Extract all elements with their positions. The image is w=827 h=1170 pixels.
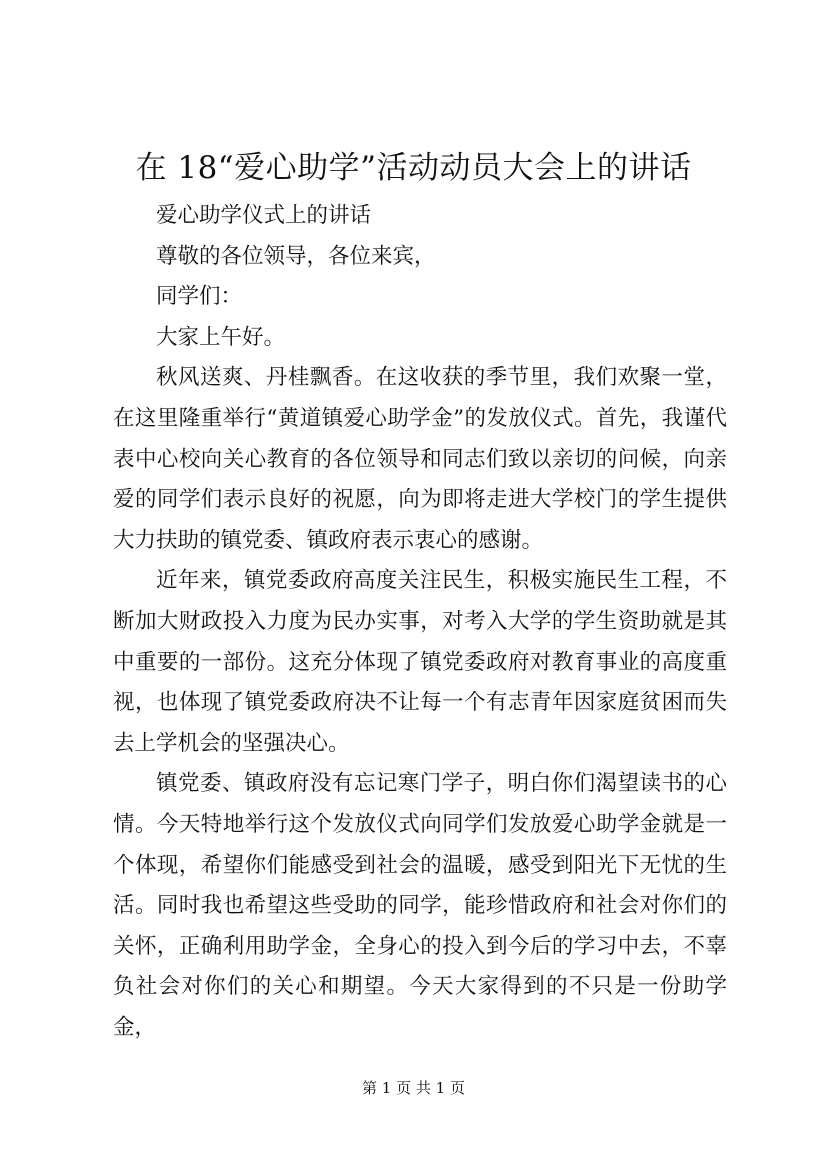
paragraph-salutation-students: 同学们： <box>156 284 243 310</box>
paragraph-subtitle: 爱心助学仪式上的讲话 <box>156 203 372 228</box>
paragraph-body-1: 秋风送爽、丹桂飘香。在这收获的季节里，我们欢聚一堂，在这里隆重举行“黄道镇爱心助学金”的发放仪式。首先，我谨代表中心校向关心教育的各位领导和同志们致以亲切的问候，向亲爱的同学们表示良好的祝愿，向为即将走进大学校门的学生提供大力扶助的镇党委、镇政府表示衷心的感谢。 <box>113 365 727 553</box>
paragraph-body-3: 镇党委、镇政府没有忘记寒门学子，明白你们渴望读书的心情。今天特地举行这个发放仪式向同学们发放爱心助学金就是一个体现，希望你们能感受到社会的温暖，感受到阳光下无忧的生活。同时我也希望这些受助的同学，能珍惜政府和社会对你们的关怀，正确利用助学金，全身心的投入到今后的学习中去，不辜负社会对你们的关心和期望。今天大家得到的不只是一份助学金， <box>113 771 727 1040</box>
document-body <box>113 196 727 1048</box>
paragraph-body-2: 近年来，镇党委政府高度关注民生，积极实施民生工程，不断加大财政投入力度为民办实事，对考入大学的学生资助就是其中重要的一部份。这充分体现了镇党委政府对教育事业的高度重视，也体现了镇党委政府决不让每一个有志青年因家庭贫困而失去上学机会的坚强决心。 <box>113 568 727 756</box>
paragraph-salutation: 尊敬的各位领导，各位来宾， <box>156 243 436 269</box>
page-footer: 第 1 页 共 1 页 <box>362 1079 465 1097</box>
document-title: 在 18“爱心助学”活动动员大会上的讲话 <box>135 150 692 186</box>
paragraph-greeting: 大家上午好。 <box>156 324 286 350</box>
